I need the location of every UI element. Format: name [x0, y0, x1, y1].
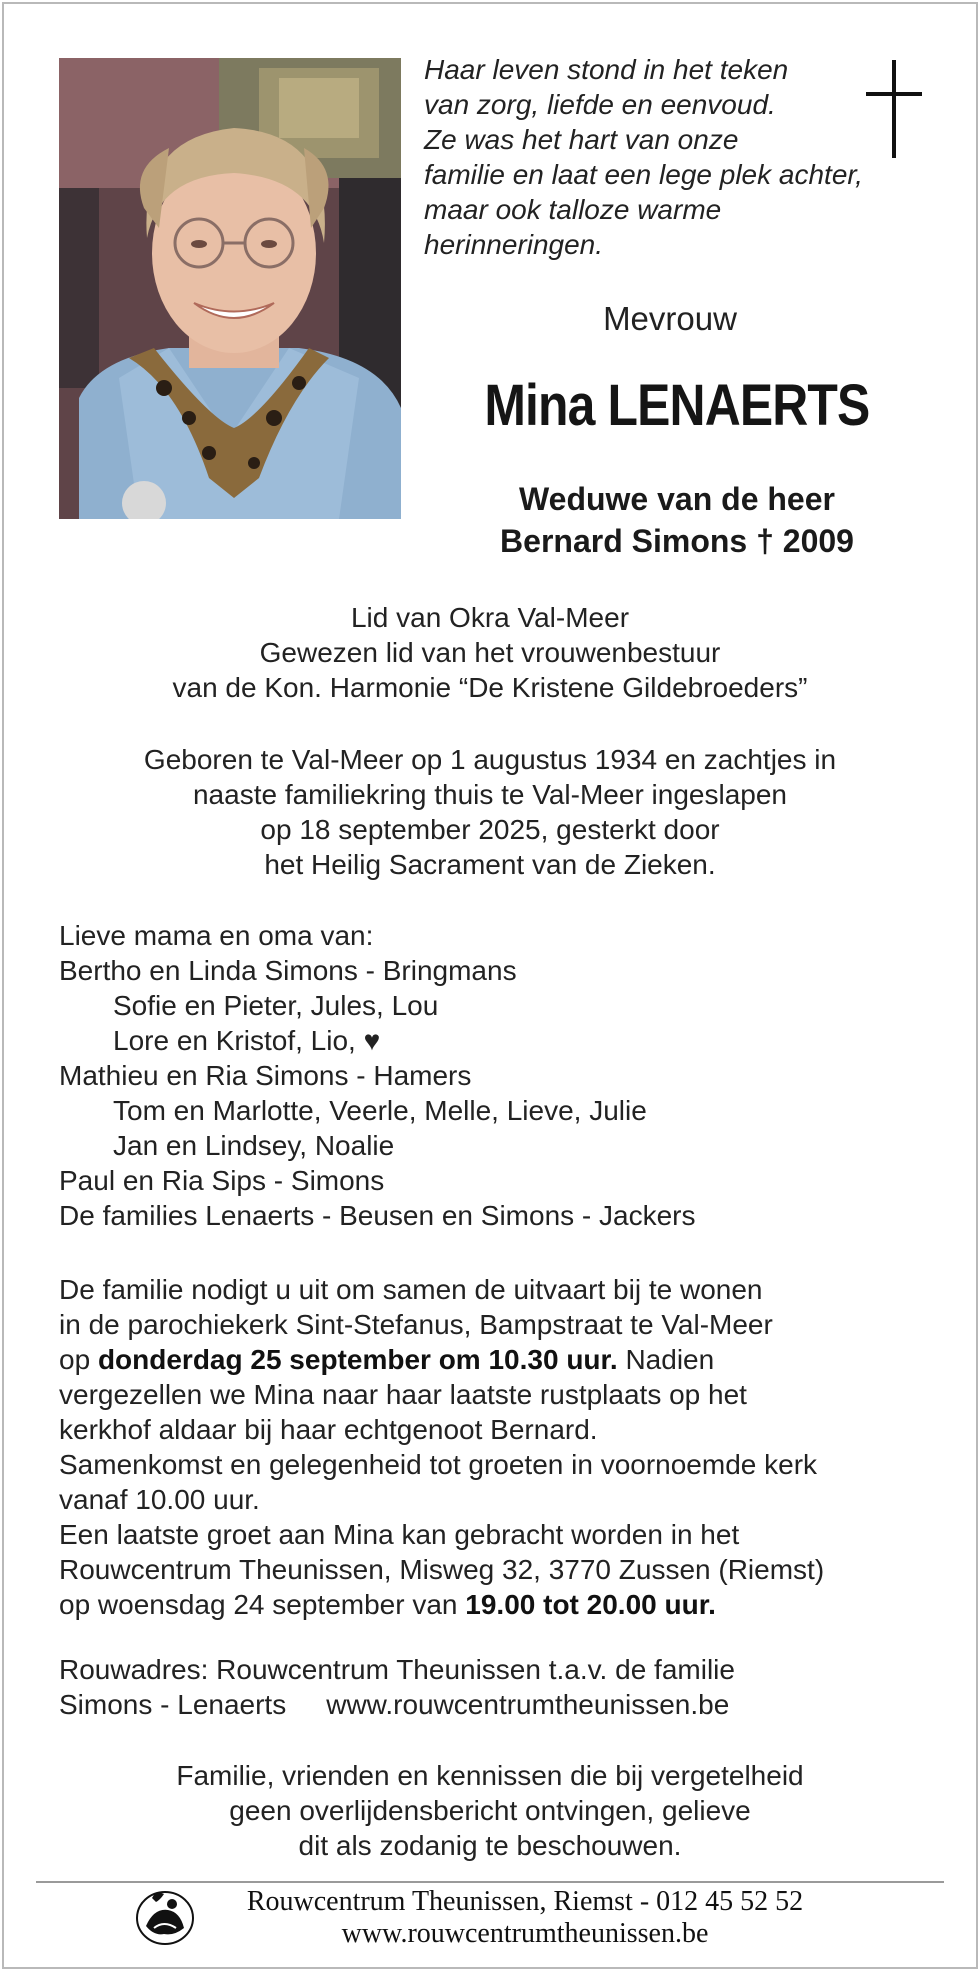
funeral-info [59, 1272, 939, 1622]
address-line: Rouwadres: Rouwcentrum Theunissen t.a.v. de familie [59, 1654, 735, 1685]
membership-line: Lid van Okra Val-Meer [350, 602, 630, 633]
poem-line: herinneringen. [424, 229, 604, 260]
family-intro: Lieve mama en oma van: [59, 920, 374, 951]
family-line: Jan en Lindsey, Noalie [113, 1130, 395, 1161]
footer-divider [36, 1881, 944, 1883]
mourning-address [59, 1652, 939, 1722]
birth-death-info [60, 742, 920, 882]
family-line: Bertho en Linda Simons - Bringmans [59, 955, 517, 986]
family-list [59, 918, 939, 1233]
cross-icon [864, 60, 924, 160]
funeral-text: op [59, 1344, 98, 1375]
poem-line: familie en laat een lege plek achter, [424, 159, 863, 190]
visitation-time: 19.00 tot 20.00 uur. [465, 1589, 716, 1620]
birth-line: naaste familiekring thuis te Val-Meer ingeslapen [192, 779, 787, 810]
address-line [59, 1687, 939, 1722]
widow-line: Weduwe van de heer [519, 481, 835, 517]
family-line: Paul en Ria Sips - Simons [59, 1165, 385, 1196]
family-name: Simons - Lenaerts [59, 1689, 287, 1720]
birth-line: op 18 september 2025, gesterkt door [260, 814, 720, 845]
poem-line: Ze was het hart van onze [424, 124, 739, 155]
birth-line: Geboren te Val-Meer op 1 augustus 1934 en zachtjes in [143, 744, 837, 775]
funeral-line: Rouwcentrum Theunissen, Misweg 32, 3770 Zussen (Riemst) [59, 1554, 825, 1585]
notice-line: geen overlijdensbericht ontvingen, gelieve [229, 1795, 751, 1826]
notice-line: dit als zodanig te beschouwen. [298, 1830, 682, 1861]
memberships [60, 600, 920, 705]
poem-line: van zorg, liefde en eenvoud. [424, 89, 776, 120]
footer-contact: Rouwcentrum Theunissen, Riemst - 012 45 52 52 [246, 1886, 804, 1917]
funeral-line: De familie nodigt u uit om samen de uitvaart bij te wonen [59, 1274, 763, 1305]
membership-line: van de Kon. Harmonie “De Kristene Gildebroeders” [172, 672, 808, 703]
deceased-name-text: Mina LENAERTS [484, 373, 870, 438]
funeral-home-footer [205, 1886, 845, 1950]
funeral-date: donderdag 25 september om 10.30 uur. [97, 1344, 618, 1375]
funeral-text: Nadien [617, 1344, 715, 1375]
funeral-line: vanaf 10.00 uur. [59, 1484, 260, 1515]
website-link[interactable]: www.rouwcentrumtheunissen.be [326, 1689, 730, 1720]
poem [424, 52, 894, 262]
funeral-home-logo-icon [134, 1886, 196, 1946]
funeral-line: vergezellen we Mina naar haar laatste rustplaats op het [59, 1379, 747, 1410]
poem-line: Haar leven stond in het teken [424, 54, 789, 85]
notice [60, 1758, 920, 1863]
family-line: Mathieu en Ria Simons - Hamers [59, 1060, 472, 1091]
portrait-photo [59, 58, 401, 519]
deceased-name [432, 372, 922, 439]
funeral-line [59, 1587, 939, 1622]
funeral-line: Samenkomst en gelegenheid tot groeten in voornoemde kerk [59, 1449, 818, 1480]
funeral-line: kerkhof aldaar bij haar echtgenoot Bernard. [59, 1414, 598, 1445]
membership-line: Gewezen lid van het vrouwenbestuur [259, 637, 721, 668]
funeral-text: op woensdag 24 september van [59, 1589, 466, 1620]
poem-line: maar ook talloze warme [424, 194, 722, 225]
salutation: Mevrouw [603, 300, 737, 337]
widow-of [432, 478, 922, 562]
family-line: De families Lenaerts - Beusen en Simons - Jackers [59, 1200, 696, 1231]
funeral-line [59, 1342, 939, 1377]
notice-line: Familie, vrienden en kennissen die bij vergetelheid [176, 1760, 804, 1791]
widow-line: Bernard Simons † 2009 [500, 523, 854, 559]
family-line: Tom en Marlotte, Veerle, Melle, Lieve, Julie [113, 1095, 647, 1126]
family-line: Sofie en Pieter, Jules, Lou [113, 990, 439, 1021]
funeral-line: in de parochiekerk Sint-Stefanus, Bampstraat te Val-Meer [59, 1309, 773, 1340]
family-line: Lore en Kristof, Lio, ♥ [113, 1025, 381, 1056]
birth-line: het Heilig Sacrament van de Zieken. [264, 849, 716, 880]
funeral-line: Een laatste groet aan Mina kan gebracht worden in het [59, 1519, 740, 1550]
footer-website[interactable]: www.rouwcentrumtheunissen.be [341, 1918, 709, 1949]
